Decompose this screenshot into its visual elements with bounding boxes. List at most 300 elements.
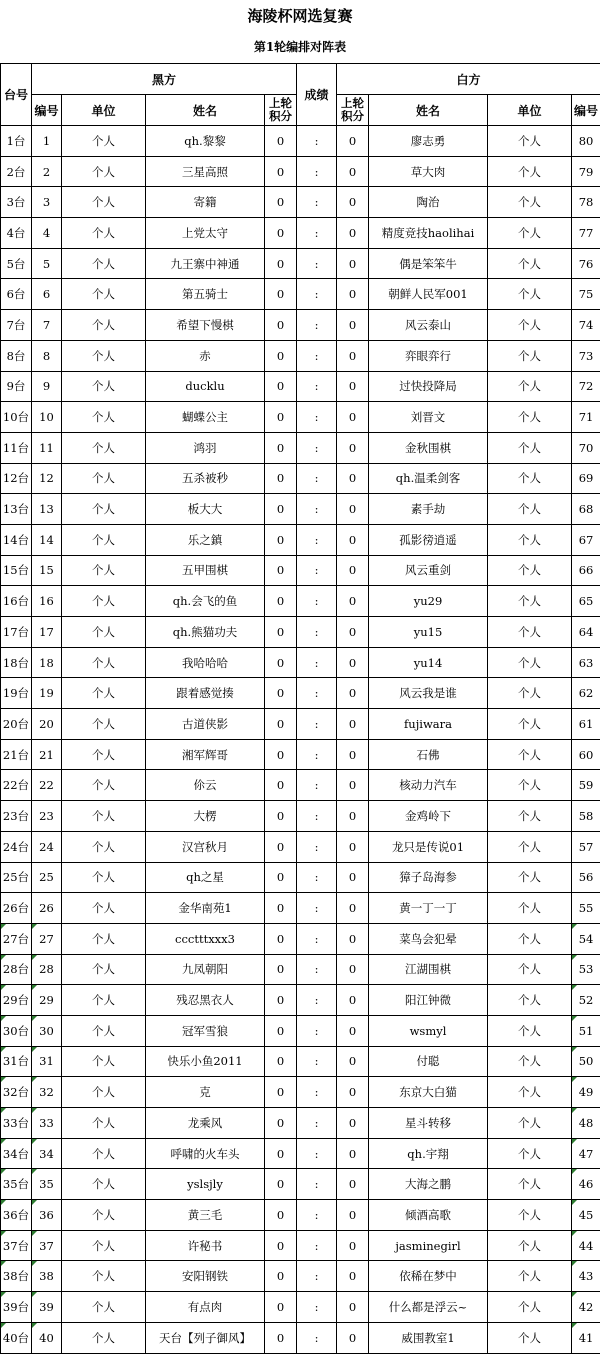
white-number-cell: 77 — [572, 218, 600, 249]
black-number-cell: 15 — [32, 555, 62, 586]
white-unit-cell: 个人 — [488, 494, 572, 525]
table-row — [1, 218, 600, 249]
result-cell: : — [297, 310, 337, 341]
result-cell: : — [297, 678, 337, 709]
black-name-cell: 五杀被秒 — [146, 463, 265, 494]
black-prev-score-cell: 0 — [265, 831, 297, 862]
white-name-cell: 刘晋文 — [369, 402, 488, 433]
black-unit-cell: 个人 — [62, 831, 146, 862]
black-number-cell: 16 — [32, 586, 62, 617]
white-unit-cell: 个人 — [488, 1322, 572, 1353]
white-prev-score-cell: 0 — [337, 402, 369, 433]
table-row — [1, 1292, 600, 1323]
board-cell: 20台 — [1, 709, 32, 740]
white-prev-score-cell: 0 — [337, 156, 369, 187]
white-unit-cell: 个人 — [488, 1169, 572, 1200]
black-name-cell: 古道侠影 — [146, 709, 265, 740]
white-name-cell: 廖志勇 — [369, 126, 488, 157]
white-prev-score-cell: 0 — [337, 371, 369, 402]
black-prev-score-cell: 0 — [265, 1322, 297, 1353]
black-unit-cell: 个人 — [62, 678, 146, 709]
result-cell: : — [297, 985, 337, 1016]
result-cell: : — [297, 1046, 337, 1077]
white-number-cell: 46 — [572, 1169, 600, 1200]
page-title: 海陵杯网选复赛 — [247, 7, 353, 25]
white-name-cell: 倾酒高歌 — [369, 1200, 488, 1231]
black-name-cell: 寄籍 — [146, 187, 265, 218]
white-unit-cell: 个人 — [488, 402, 572, 433]
black-prev-score-cell: 0 — [265, 709, 297, 740]
black-number-cell: 36 — [32, 1200, 62, 1231]
result-cell: : — [297, 340, 337, 371]
black-prev-score-cell: 0 — [265, 678, 297, 709]
black-prev-score-cell: 0 — [265, 770, 297, 801]
board-cell: 29台 — [1, 985, 32, 1016]
black-prev-score-cell: 0 — [265, 985, 297, 1016]
white-name-cell: fujiwara — [369, 709, 488, 740]
white-name-cell: yu29 — [369, 586, 488, 617]
black-unit-cell: 个人 — [62, 463, 146, 494]
white-prev-score-cell: 0 — [337, 647, 369, 678]
white-unit-cell: 个人 — [488, 310, 572, 341]
black-name-cell: 冠军雪狼 — [146, 1015, 265, 1046]
white-unit-cell: 个人 — [488, 187, 572, 218]
black-prev-score-cell: 0 — [265, 617, 297, 648]
result-cell: : — [297, 954, 337, 985]
black-prev-score-cell: 0 — [265, 402, 297, 433]
board-cell: 6台 — [1, 279, 32, 310]
white-number-cell: 52 — [572, 985, 600, 1016]
black-number-cell: 5 — [32, 248, 62, 279]
white-prev-score-cell: 0 — [337, 1200, 369, 1231]
black-number-cell: 13 — [32, 494, 62, 525]
table-row — [1, 340, 600, 371]
white-name-cell: 素手劫 — [369, 494, 488, 525]
black-unit-cell: 个人 — [62, 1292, 146, 1323]
black-name-cell: 天台【列子御风】 — [146, 1322, 265, 1353]
black-number-cell: 9 — [32, 371, 62, 402]
white-prev-score-cell: 0 — [337, 985, 369, 1016]
black-name-cell: 伱云 — [146, 770, 265, 801]
result-cell: : — [297, 923, 337, 954]
black-name-header: 姓名 — [146, 95, 265, 126]
white-unit-cell: 个人 — [488, 739, 572, 770]
board-cell: 38台 — [1, 1261, 32, 1292]
black-unit-header: 单位 — [62, 95, 146, 126]
white-prev-score-cell: 0 — [337, 1015, 369, 1046]
white-unit-cell: 个人 — [488, 248, 572, 279]
result-cell: : — [297, 1138, 337, 1169]
black-unit-cell: 个人 — [62, 1169, 146, 1200]
white-prev-score-header: 上轮积分 — [337, 95, 369, 126]
table-row — [1, 463, 600, 494]
result-cell: : — [297, 801, 337, 832]
white-name-cell: 过快投降局 — [369, 371, 488, 402]
white-name-cell: 星斗转移 — [369, 1108, 488, 1139]
black-name-cell: 板大大 — [146, 494, 265, 525]
result-cell: : — [297, 893, 337, 924]
black-name-cell: 三星高照 — [146, 156, 265, 187]
black-name-cell: ducklu — [146, 371, 265, 402]
black-name-cell: 大楞 — [146, 801, 265, 832]
table-row — [1, 248, 600, 279]
black-unit-cell: 个人 — [62, 1077, 146, 1108]
black-number-cell: 14 — [32, 524, 62, 555]
white-number-header: 编号 — [572, 95, 600, 126]
black-name-cell: 鸿羽 — [146, 432, 265, 463]
black-unit-cell: 个人 — [62, 1230, 146, 1261]
black-number-cell: 23 — [32, 801, 62, 832]
black-prev-score-cell: 0 — [265, 279, 297, 310]
white-unit-cell: 个人 — [488, 923, 572, 954]
black-unit-cell: 个人 — [62, 340, 146, 371]
white-number-cell: 48 — [572, 1108, 600, 1139]
table-row — [1, 1108, 600, 1139]
white-unit-cell: 个人 — [488, 586, 572, 617]
black-name-cell: 湘军辉哥 — [146, 739, 265, 770]
black-unit-cell: 个人 — [62, 954, 146, 985]
black-name-cell: 有点肉 — [146, 1292, 265, 1323]
white-name-cell: 孤影徬逍遥 — [369, 524, 488, 555]
table-row — [1, 770, 600, 801]
black-number-cell: 22 — [32, 770, 62, 801]
result-header: 成绩 — [297, 64, 337, 126]
white-prev-score-cell: 0 — [337, 463, 369, 494]
black-number-cell: 24 — [32, 831, 62, 862]
white-number-cell: 41 — [572, 1322, 600, 1353]
white-name-cell: 依稀在梦中 — [369, 1261, 488, 1292]
black-prev-score-cell: 0 — [265, 463, 297, 494]
black-number-cell: 3 — [32, 187, 62, 218]
white-unit-cell: 个人 — [488, 893, 572, 924]
result-cell: : — [297, 432, 337, 463]
black-unit-cell: 个人 — [62, 1015, 146, 1046]
black-number-cell: 38 — [32, 1261, 62, 1292]
black-prev-score-cell: 0 — [265, 1261, 297, 1292]
white-unit-cell: 个人 — [488, 1138, 572, 1169]
result-cell: : — [297, 1200, 337, 1231]
black-prev-score-cell: 0 — [265, 586, 297, 617]
black-prev-score-cell: 0 — [265, 893, 297, 924]
black-prev-score-cell: 0 — [265, 248, 297, 279]
result-cell: : — [297, 279, 337, 310]
black-number-cell: 27 — [32, 923, 62, 954]
result-cell: : — [297, 709, 337, 740]
board-cell: 16台 — [1, 586, 32, 617]
white-prev-score-cell: 0 — [337, 678, 369, 709]
table-row — [1, 432, 600, 463]
black-unit-cell: 个人 — [62, 647, 146, 678]
table-row — [1, 187, 600, 218]
result-cell: : — [297, 371, 337, 402]
black-name-cell: 赤 — [146, 340, 265, 371]
result-cell: : — [297, 555, 337, 586]
white-unit-cell: 个人 — [488, 770, 572, 801]
white-side-header: 白方 — [337, 64, 600, 95]
table-row — [1, 156, 600, 187]
table-row — [1, 893, 600, 924]
black-number-cell: 4 — [32, 218, 62, 249]
board-cell: 25台 — [1, 862, 32, 893]
black-unit-cell: 个人 — [62, 432, 146, 463]
white-number-cell: 59 — [572, 770, 600, 801]
white-prev-score-cell: 0 — [337, 1322, 369, 1353]
table-row — [1, 371, 600, 402]
table-row — [1, 1046, 600, 1077]
result-cell: : — [297, 524, 337, 555]
table-row — [1, 862, 600, 893]
black-unit-cell: 个人 — [62, 524, 146, 555]
white-prev-score-cell: 0 — [337, 494, 369, 525]
black-number-cell: 40 — [32, 1322, 62, 1353]
white-name-cell: 金秋围棋 — [369, 432, 488, 463]
white-number-cell: 61 — [572, 709, 600, 740]
result-cell: : — [297, 1292, 337, 1323]
black-unit-cell: 个人 — [62, 893, 146, 924]
board-cell: 40台 — [1, 1322, 32, 1353]
black-unit-cell: 个人 — [62, 248, 146, 279]
black-unit-cell: 个人 — [62, 218, 146, 249]
black-prev-score-cell: 0 — [265, 1108, 297, 1139]
white-name-cell: 黄一丁一丁 — [369, 893, 488, 924]
table-row — [1, 617, 600, 648]
white-number-cell: 50 — [572, 1046, 600, 1077]
board-cell: 18台 — [1, 647, 32, 678]
black-number-cell: 34 — [32, 1138, 62, 1169]
white-prev-score-cell: 0 — [337, 1230, 369, 1261]
white-number-cell: 72 — [572, 371, 600, 402]
black-unit-cell: 个人 — [62, 1108, 146, 1139]
white-name-cell: jasminegirl — [369, 1230, 488, 1261]
white-name-cell: 什么都是浮云~ — [369, 1292, 488, 1323]
white-name-cell: 大海之鹏 — [369, 1169, 488, 1200]
result-cell: : — [297, 1108, 337, 1139]
white-number-cell: 79 — [572, 156, 600, 187]
white-prev-score-cell: 0 — [337, 617, 369, 648]
white-prev-score-cell: 0 — [337, 1077, 369, 1108]
black-name-cell: 九王寨中神通 — [146, 248, 265, 279]
white-prev-score-cell: 0 — [337, 1138, 369, 1169]
black-number-cell: 19 — [32, 678, 62, 709]
white-prev-score-cell: 0 — [337, 524, 369, 555]
board-cell: 23台 — [1, 801, 32, 832]
black-number-cell: 33 — [32, 1108, 62, 1139]
white-name-header: 姓名 — [369, 95, 488, 126]
table-row — [1, 1261, 600, 1292]
black-name-cell: ccctttxxx3 — [146, 923, 265, 954]
table-row — [1, 402, 600, 433]
black-prev-score-cell: 0 — [265, 1169, 297, 1200]
black-name-cell: 五甲围棋 — [146, 555, 265, 586]
board-cell: 19台 — [1, 678, 32, 709]
black-name-cell: 呼啸的火车头 — [146, 1138, 265, 1169]
table-row — [1, 1138, 600, 1169]
board-cell: 17台 — [1, 617, 32, 648]
result-cell: : — [297, 1015, 337, 1046]
white-number-cell: 60 — [572, 739, 600, 770]
black-number-cell: 32 — [32, 1077, 62, 1108]
table-row — [1, 310, 600, 341]
black-prev-score-cell: 0 — [265, 310, 297, 341]
board-cell: 37台 — [1, 1230, 32, 1261]
black-number-cell: 37 — [32, 1230, 62, 1261]
table-row — [1, 279, 600, 310]
board-cell: 33台 — [1, 1108, 32, 1139]
white-number-cell: 42 — [572, 1292, 600, 1323]
white-name-cell: qh.温柔剑客 — [369, 463, 488, 494]
white-prev-score-cell: 0 — [337, 279, 369, 310]
black-name-cell: 黄三毛 — [146, 1200, 265, 1231]
board-cell: 8台 — [1, 340, 32, 371]
black-prev-score-cell: 0 — [265, 524, 297, 555]
black-name-cell: 跟着感觉揍 — [146, 678, 265, 709]
white-number-cell: 49 — [572, 1077, 600, 1108]
black-number-cell: 17 — [32, 617, 62, 648]
black-prev-score-cell: 0 — [265, 1292, 297, 1323]
black-prev-score-cell: 0 — [265, 432, 297, 463]
white-prev-score-cell: 0 — [337, 187, 369, 218]
white-name-cell: 菜鸟会犯晕 — [369, 923, 488, 954]
white-name-cell: 风云泰山 — [369, 310, 488, 341]
black-number-cell: 39 — [32, 1292, 62, 1323]
black-number-cell: 30 — [32, 1015, 62, 1046]
result-cell: : — [297, 463, 337, 494]
white-prev-score-cell: 0 — [337, 1169, 369, 1200]
white-unit-cell: 个人 — [488, 1108, 572, 1139]
white-name-cell: 陶治 — [369, 187, 488, 218]
board-cell: 4台 — [1, 218, 32, 249]
black-number-cell: 11 — [32, 432, 62, 463]
board-cell: 30台 — [1, 1015, 32, 1046]
black-number-header: 编号 — [32, 95, 62, 126]
white-name-cell: 精度竞技haolihai — [369, 218, 488, 249]
black-number-cell: 26 — [32, 893, 62, 924]
pairing-rows — [1, 126, 600, 1354]
black-unit-cell: 个人 — [62, 1046, 146, 1077]
pairing-table — [0, 63, 600, 1354]
white-prev-score-cell: 0 — [337, 954, 369, 985]
black-prev-score-cell: 0 — [265, 1015, 297, 1046]
white-number-cell: 74 — [572, 310, 600, 341]
black-unit-cell: 个人 — [62, 187, 146, 218]
result-cell: : — [297, 770, 337, 801]
white-prev-score-cell: 0 — [337, 126, 369, 157]
table-row — [1, 1015, 600, 1046]
result-cell: : — [297, 402, 337, 433]
white-number-cell: 75 — [572, 279, 600, 310]
white-number-cell: 57 — [572, 831, 600, 862]
board-header: 台号 — [1, 64, 32, 126]
result-cell: : — [297, 1322, 337, 1353]
white-prev-score-cell: 0 — [337, 770, 369, 801]
white-number-cell: 71 — [572, 402, 600, 433]
result-cell: : — [297, 248, 337, 279]
black-name-cell: 汉宫秋月 — [146, 831, 265, 862]
table-row — [1, 1077, 600, 1108]
white-name-cell: 弈眼弈行 — [369, 340, 488, 371]
black-name-cell: 安阳钢铁 — [146, 1261, 265, 1292]
white-unit-cell: 个人 — [488, 954, 572, 985]
black-prev-score-cell: 0 — [265, 371, 297, 402]
white-unit-cell: 个人 — [488, 432, 572, 463]
white-name-cell: wsmyl — [369, 1015, 488, 1046]
table-row — [1, 1200, 600, 1231]
result-cell: : — [297, 126, 337, 157]
white-unit-cell: 个人 — [488, 1200, 572, 1231]
white-number-cell: 62 — [572, 678, 600, 709]
white-name-cell: qh.宇翔 — [369, 1138, 488, 1169]
black-unit-cell: 个人 — [62, 156, 146, 187]
white-number-cell: 45 — [572, 1200, 600, 1231]
white-number-cell: 76 — [572, 248, 600, 279]
white-prev-score-cell: 0 — [337, 248, 369, 279]
black-unit-cell: 个人 — [62, 494, 146, 525]
white-unit-cell: 个人 — [488, 1077, 572, 1108]
white-name-cell: 金鸡岭下 — [369, 801, 488, 832]
result-cell: : — [297, 1261, 337, 1292]
black-unit-cell: 个人 — [62, 586, 146, 617]
black-unit-cell: 个人 — [62, 126, 146, 157]
black-name-cell: 乐之鎮 — [146, 524, 265, 555]
white-prev-score-cell: 0 — [337, 555, 369, 586]
black-prev-score-cell: 0 — [265, 862, 297, 893]
white-name-cell: 石佛 — [369, 739, 488, 770]
result-cell: : — [297, 218, 337, 249]
black-name-cell: yslsjly — [146, 1169, 265, 1200]
table-row — [1, 985, 600, 1016]
board-cell: 24台 — [1, 831, 32, 862]
result-cell: : — [297, 739, 337, 770]
white-prev-score-cell: 0 — [337, 801, 369, 832]
board-cell: 35台 — [1, 1169, 32, 1200]
black-name-cell: 龙乘风 — [146, 1108, 265, 1139]
white-unit-cell: 个人 — [488, 862, 572, 893]
board-cell: 1台 — [1, 126, 32, 157]
board-cell: 11台 — [1, 432, 32, 463]
board-cell: 14台 — [1, 524, 32, 555]
white-prev-score-cell: 0 — [337, 739, 369, 770]
black-name-cell: 残忍黑衣人 — [146, 985, 265, 1016]
white-prev-score-cell: 0 — [337, 218, 369, 249]
black-unit-cell: 个人 — [62, 923, 146, 954]
result-cell: : — [297, 1169, 337, 1200]
black-name-cell: qh.会飞的鱼 — [146, 586, 265, 617]
result-cell: : — [297, 1077, 337, 1108]
black-prev-score-cell: 0 — [265, 340, 297, 371]
table-row — [1, 524, 600, 555]
white-unit-cell: 个人 — [488, 1015, 572, 1046]
black-unit-cell: 个人 — [62, 555, 146, 586]
black-name-cell: 希望下慢棋 — [146, 310, 265, 341]
black-unit-cell: 个人 — [62, 617, 146, 648]
board-cell: 39台 — [1, 1292, 32, 1323]
black-side-header: 黑方 — [32, 64, 297, 95]
white-number-cell: 65 — [572, 586, 600, 617]
board-cell: 7台 — [1, 310, 32, 341]
black-unit-cell: 个人 — [62, 1200, 146, 1231]
black-number-cell: 8 — [32, 340, 62, 371]
white-unit-cell: 个人 — [488, 647, 572, 678]
white-number-cell: 55 — [572, 893, 600, 924]
black-number-cell: 35 — [32, 1169, 62, 1200]
board-cell: 3台 — [1, 187, 32, 218]
black-name-cell: 金华南苑1 — [146, 893, 265, 924]
black-prev-score-cell: 0 — [265, 1077, 297, 1108]
white-unit-cell: 个人 — [488, 1292, 572, 1323]
table-row — [1, 831, 600, 862]
table-row — [1, 739, 600, 770]
black-unit-cell: 个人 — [62, 1138, 146, 1169]
